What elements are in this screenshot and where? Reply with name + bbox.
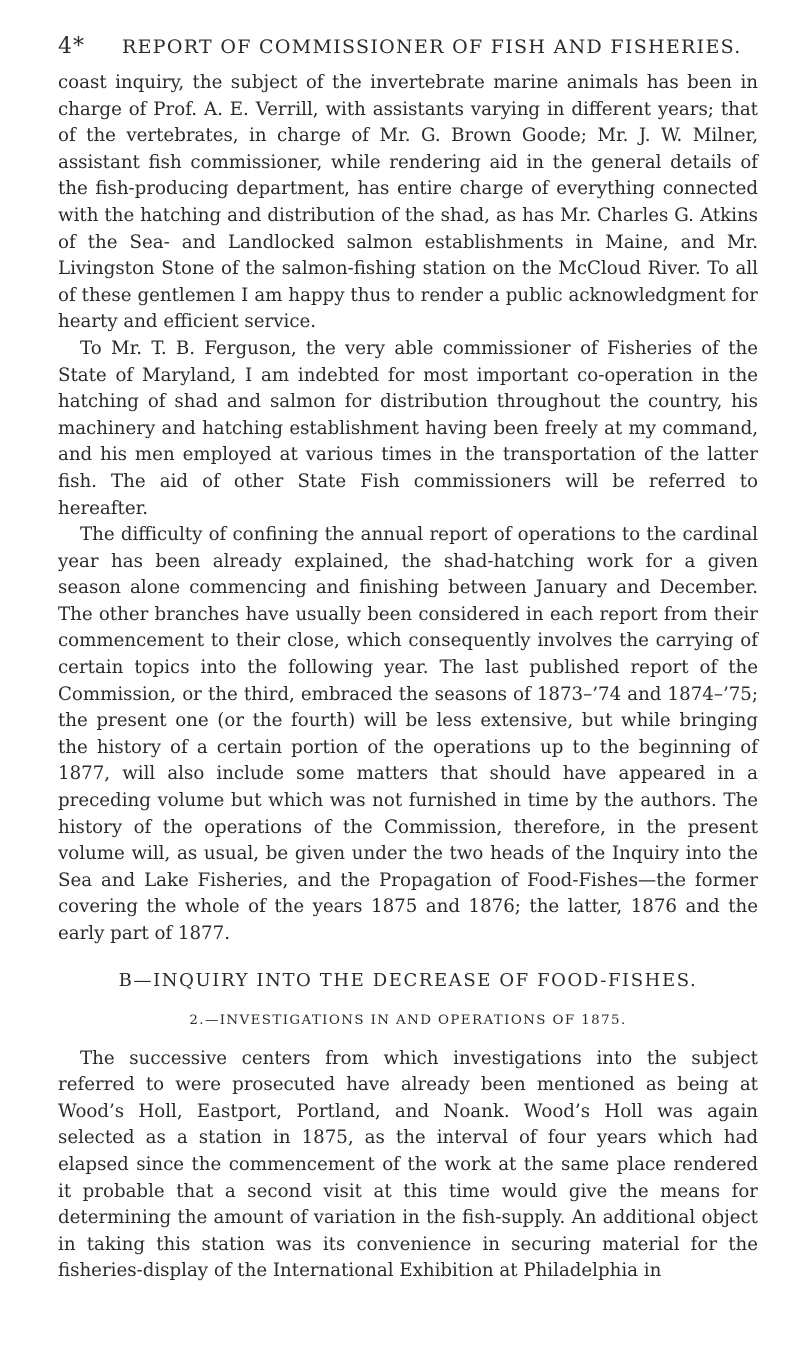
page-number: 4* — [58, 34, 85, 59]
section-heading: B—INQUIRY INTO THE DECREASE OF FOOD-FISHES. — [118, 969, 698, 991]
paragraph-continued: coast inquiry, the subject of the invertebrate marine animals has been in charge of Prof. A. E. Verrill, with assistants varying in different years; that of the vertebrates, in charge of Mr. G. Brown Goode; Mr. J. W. Milner, assistant fish commissioner, while rendering aid in the general details of the fish-producing department, has entire charge of everything connected with the hatching and distribution of the shad, as has Mr. Charles G. Atkins of the Sea- and Landlocked salmon establishments in Maine, and Mr. Livingston Stone of the salmon-fishing station on the McCloud River. To all of these gentlemen I am happy thus to render a public acknowledgment for hearty and efficient service. — [58, 72, 758, 333]
running-head — [58, 34, 758, 70]
document-page — [58, 34, 758, 1285]
subsection-heading: 2.—INVESTIGATIONS IN AND OPERATIONS OF 1875. — [189, 1012, 627, 1028]
paragraph-ferguson: To Mr. T. B. Ferguson, the very able commissioner of Fisheries of the State of Maryland, I am indebted for most important co-operation in the hatching of shad and salmon for distribution throughout the country, his machinery and hatching establishment having been freely at my command, and his men employed at various times in the transportation of the latter fish. The aid of other State Fish commissioners will be referred to hereafter. — [58, 337, 758, 519]
paragraph-investigations: The successive centers from which investigations into the subject referred to were prosecuted have already been mentioned as being at Wood’s Holl, Eastport, Portland, and Noank. Wood’s Holl was again selected as a station in 1875, as the interval of four years which had elapsed since the commencement of the work at the same place rendered it probable that a second visit at this time would give the means for determining the amount of variation in the fish-supply. An additional object in taking this station was its convenience in securing material for the fisheries-display of the International Exhibition at Philadelphia in — [58, 1047, 758, 1282]
body-text — [58, 70, 758, 1285]
running-head-title: REPORT OF COMMISSIONER OF FISH AND FISHERIES. — [122, 36, 742, 58]
paragraph-annual-report: The difficulty of confining the annual report of operations to the cardinal year has been already explained, the shad-hatching work for a given season alone commencing and finishing between January and December. The other branches have usually been considered in each report from their commencement to their close, which consequently involves the carrying of certain topics into the following year. The last published report of the Commission, or the third, embraced the seasons of 1873–’74 and 1874–’75; the present one (or the fourth) will be less extensive, but while bringing the history of a certain portion of the operations up to the beginning of 1877, will also include some matters that should have appeared in a preceding volume but which was not furnished in time by the authors. The history of the operations of the Commission, therefore, in the present volume will, as usual, be given under the two heads of the Inquiry into the Sea and Lake Fisheries, and the Propagation of Food-Fishes—the former covering the whole of the years 1875 and 1876; the latter, 1876 and the early part of 1877. — [58, 524, 758, 944]
